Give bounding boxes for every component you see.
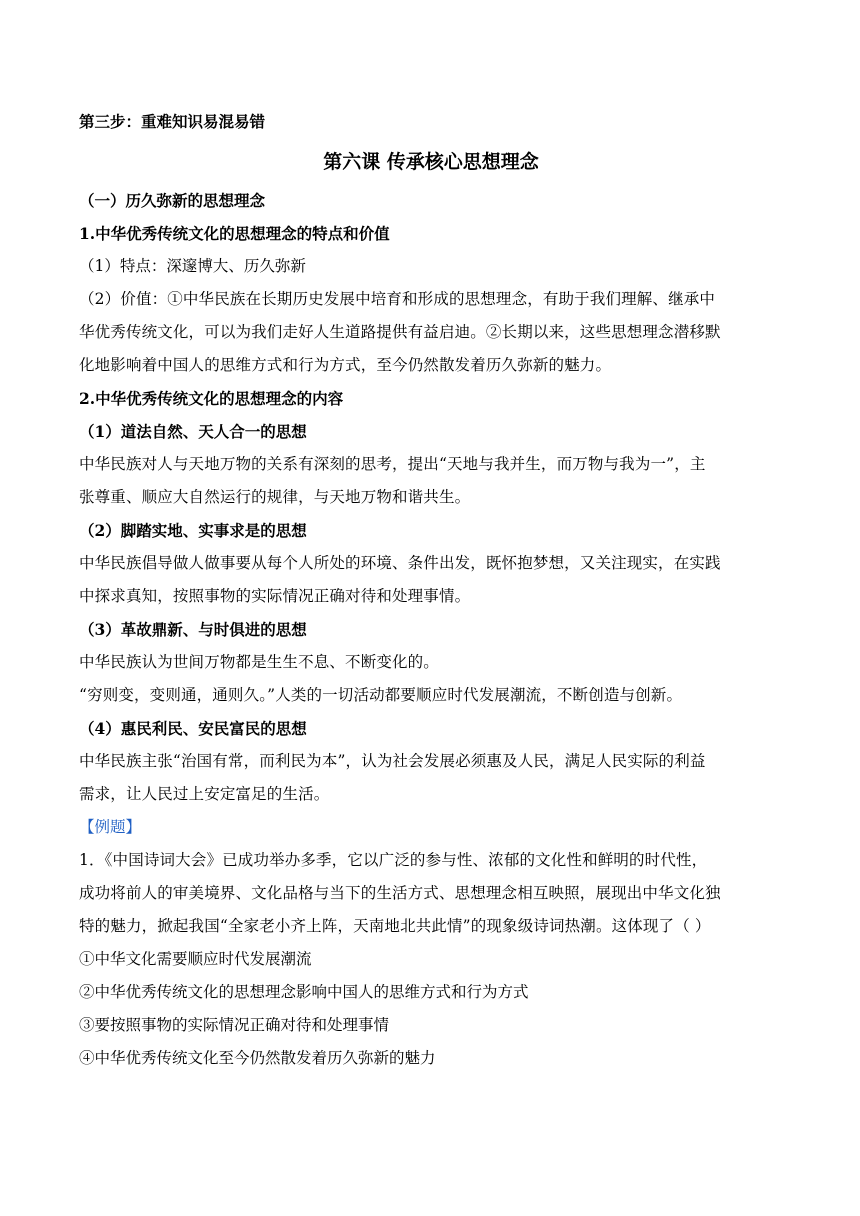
value-paragraph <box>79 283 783 382</box>
lesson-title: 第六课 传承核心思想理念 <box>323 151 539 173</box>
trait-line: （1）特点：深邃博大、历久弥新 <box>79 257 306 275</box>
paragraph-line: 中华民族倡导做人做事要从每个人所处的环境、条件出发，既怀抱梦想，又关注现实，在实践 <box>79 554 721 572</box>
example-label: 【例题】 <box>79 818 142 836</box>
answer-option: ④中华优秀传统文化至今仍然散发着历久弥新的魅力 <box>79 1049 436 1067</box>
answer-option: ①中华文化需要顺应时代发展潮流 <box>79 950 312 968</box>
document-page <box>79 105 783 1075</box>
paragraph-line: 中探求真知，按照事物的实际情况正确对待和处理事情。 <box>79 587 471 605</box>
answer-option: ②中华优秀传统文化的思想理念影响中国人的思维方式和行为方式 <box>79 983 529 1001</box>
paragraph-line: 中华民族主张“治国有常，而利民为本”，认为社会发展必须惠及人民，满足人民实际的利益 <box>79 752 706 770</box>
paragraph-line: （2）价值：①中华民族在长期历史发展中培育和形成的思想理念，有助于我们理解、继承中 <box>79 290 716 308</box>
paragraph-line: 化地影响着中国人的思维方式和行为方式，至今仍然散发着历久弥新的魅力。 <box>79 356 612 374</box>
step-heading: 第三步：重难知识易混易错 <box>79 112 266 131</box>
paragraph-line: 中华民族认为世间万物都是生生不息、不断变化的。 <box>79 653 439 671</box>
question-paragraph <box>79 844 783 943</box>
paragraph-line: 中华民族对人与天地万物的关系有深刻的思考，提出“天地与我并生，而万物与我为一”，主 <box>79 455 706 473</box>
item-heading: （2）脚踏实地、实事求是的思想 <box>79 521 307 540</box>
question-line: 特的魅力，掀起我国“全家老小齐上阵，天南地北共此情”的现象级诗词热潮。这体现了（ ） <box>79 917 711 935</box>
item-heading: （4）惠民利民、安民富民的思想 <box>79 719 307 738</box>
section-heading: （一）历久弥新的思想理念 <box>79 191 266 210</box>
item-paragraph <box>79 646 783 712</box>
paragraph-line: “穷则变，变则通，通则久。”人类的一切活动都要顺应时代发展潮流，不断创造与创新。 <box>79 686 683 704</box>
subsection-heading: 2.中华优秀传统文化的思想理念的内容 <box>79 389 344 408</box>
paragraph-line: 华优秀传统文化，可以为我们走好人生道路提供有益启迪。②长期以来，这些思想理念潜移默 <box>79 323 721 341</box>
item-paragraph <box>79 745 783 811</box>
question-line: 成功将前人的审美境界、文化品格与当下的生活方式、思想理念相互映照，展现出中华文化独 <box>79 884 721 902</box>
item-heading: （3）革故鼎新、与时俱进的思想 <box>79 620 307 639</box>
question-line: 1．《中国诗词大会》已成功举办多季，它以广泛的参与性、浓郁的文化性和鲜明的时代性， <box>79 851 708 869</box>
item-heading: （1）道法自然、天人合一的思想 <box>79 422 307 441</box>
paragraph-line: 需求，让人民过上安定富足的生活。 <box>79 785 330 803</box>
subsection-heading: 1.中华优秀传统文化的思想理念的特点和价值 <box>79 224 390 243</box>
answer-option: ③要按照事物的实际情况正确对待和处理事情 <box>79 1016 390 1034</box>
item-paragraph <box>79 547 783 613</box>
item-paragraph <box>79 448 783 514</box>
paragraph-line: 张尊重、顺应大自然运行的规律，与天地万物和谐共生。 <box>79 488 471 506</box>
